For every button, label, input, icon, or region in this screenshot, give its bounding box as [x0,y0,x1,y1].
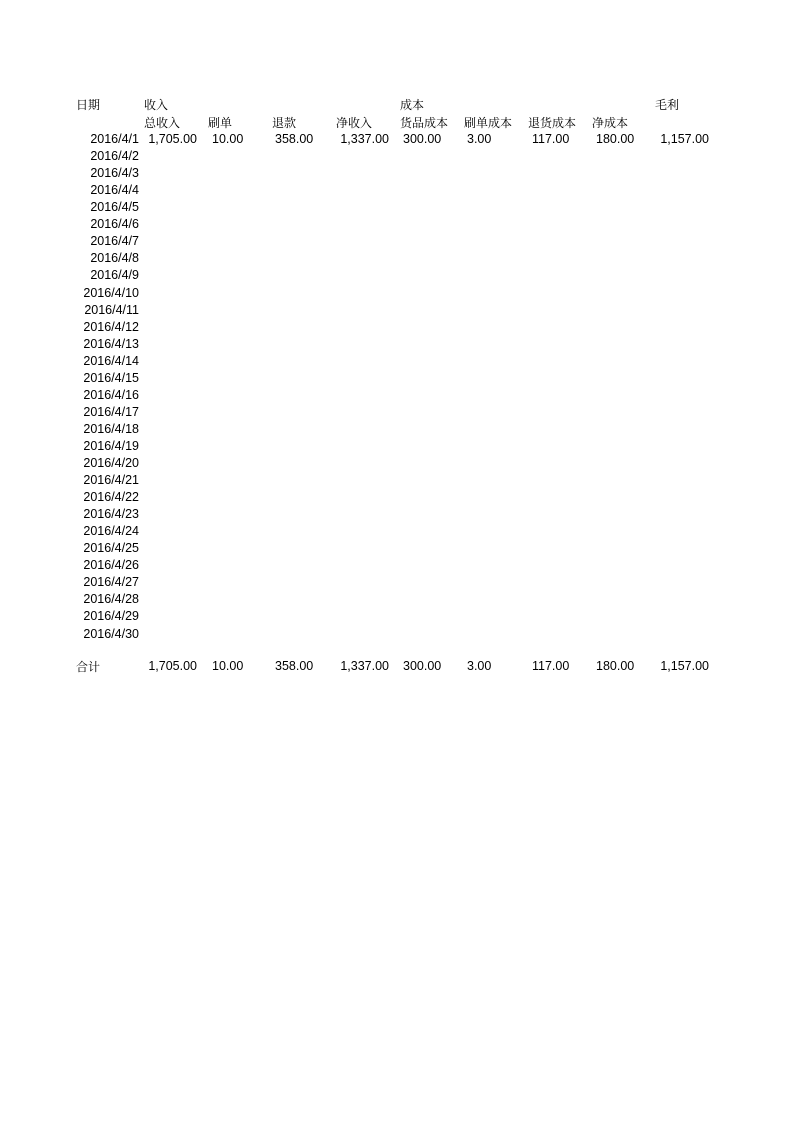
row-date: 2016/4/26 [83,558,139,573]
row-date: 2016/4/2 [90,149,139,164]
total-label: 合计 [76,660,101,674]
row-date: 2016/4/21 [83,473,139,487]
total-net-income: 1,337.00 [340,659,389,673]
total-return-cost: 117.00 [532,659,570,673]
subheader-total-income: 总收入 [144,116,181,130]
header-cost: 成本 [400,98,425,112]
row-1-refund: 358.00 [275,132,314,146]
total-goods-cost: 300.00 [403,659,442,673]
row-1-return-cost: 117.00 [532,132,570,146]
header-gross-profit: 毛利 [655,98,680,112]
row-date: 2016/4/12 [83,319,139,334]
subheader-net-cost: 净成本 [592,116,629,130]
subheader-net-income: 净收入 [336,116,373,130]
row-date: 2016/4/3 [90,166,139,181]
subheader-brush-cost: 刷单成本 [464,116,513,130]
subheader-return-cost: 退货成本 [528,116,577,130]
total-gross-profit: 1,157.00 [660,659,709,673]
row-1-brush-cost: 3.00 [467,132,492,146]
row-date: 2016/4/25 [83,541,139,556]
row-1-total-income: 1,705.00 [148,132,197,146]
row-date: 2016/4/4 [90,183,139,198]
row-date: 2016/4/28 [83,592,139,607]
row-date: 2016/4/15 [83,370,139,385]
row-date: 2016/4/8 [90,251,139,266]
row-date: 2016/4/20 [83,455,139,470]
row-date: 2016/4/13 [83,336,139,351]
row-1-goods-cost: 300.00 [403,132,442,146]
subheader-goods-cost: 货品成本 [400,116,449,130]
row-1-net-cost: 180.00 [596,132,635,146]
row-1-gross-profit: 1,157.00 [660,132,709,146]
header-date: 日期 [76,98,101,112]
row-1-net-income: 1,337.00 [340,132,389,146]
total-net-cost: 180.00 [596,659,635,673]
row-date: 2016/4/5 [90,200,139,215]
row-date: 2016/4/10 [83,285,139,300]
row-date: 2016/4/1 [90,132,139,146]
row-date: 2016/4/24 [83,524,139,539]
row-date: 2016/4/11 [84,302,139,317]
row-date: 2016/4/9 [90,268,139,283]
row-date: 2016/4/16 [83,387,139,402]
row-date: 2016/4/19 [83,438,139,453]
row-date: 2016/4/29 [83,609,139,624]
total-brush-orders: 10.00 [212,659,244,673]
header-income: 收入 [144,98,169,112]
total-total-income: 1,705.00 [148,659,197,673]
row-date: 2016/4/14 [83,353,139,368]
row-date: 2016/4/18 [83,421,139,436]
row-date: 2016/4/27 [83,575,139,590]
total-refund: 358.00 [275,659,314,673]
total-brush-cost: 3.00 [467,659,492,673]
row-date: 2016/4/23 [83,507,139,522]
subheader-refund: 退款 [272,116,297,130]
row-date: 2016/4/17 [83,404,139,419]
row-date: 2016/4/22 [83,490,139,505]
row-date: 2016/4/7 [90,234,139,249]
row-1-brush-orders: 10.00 [212,132,244,146]
row-date: 2016/4/6 [90,217,139,232]
row-date: 2016/4/30 [83,626,139,641]
subheader-brush-orders: 刷单 [208,116,233,130]
